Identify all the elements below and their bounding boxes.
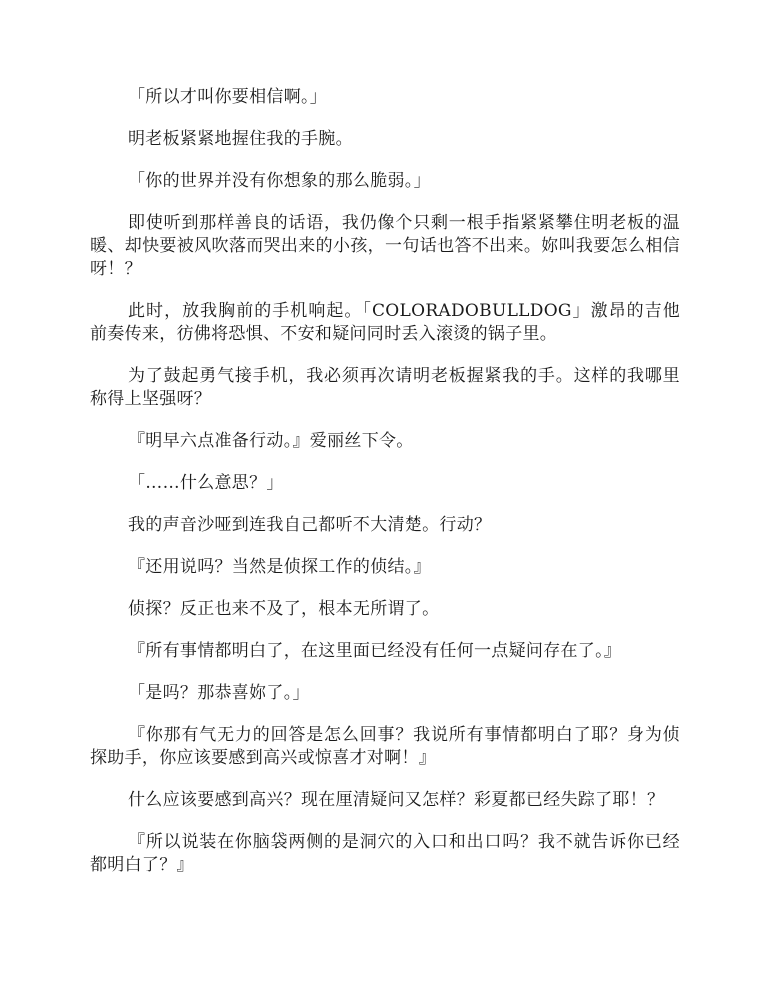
document-page [90, 86, 680, 896]
paragraph: 「所以才叫你要相信啊。」 [128, 87, 328, 107]
paragraph: 「你的世界并没有你想象的那么脆弱。」 [128, 171, 431, 191]
paragraph: 「是吗？那恭喜妳了。」 [128, 683, 310, 703]
paragraph: 什么应该要感到高兴？现在厘清疑问又怎样？彩夏都已经失踪了耶！？ [128, 790, 665, 810]
paragraph: 即使听到那样善良的话语，我仍像个只剩一根手指紧紧攀住明老板的温暖、却快要被风吹落而哭出来的小孩，一句话也答不出来。妳叫我要怎么相信呀！？ [90, 213, 680, 279]
paragraph: 我的声音沙哑到连我自己都听不大清楚。行动？ [128, 515, 492, 535]
paragraph: 明老板紧紧地握住我的手腕。 [128, 129, 353, 149]
paragraph: 『所以说装在你脑袋两侧的是洞穴的入口和出口吗？我不就告诉你已经都明白了？』 [90, 832, 680, 875]
paragraph: 「……什么意思？」 [128, 473, 284, 493]
paragraph: 为了鼓起勇气接手机，我必须再次请明老板握紧我的手。这样的我哪里称得上坚强呀？ [90, 366, 680, 409]
paragraph: 『你那有气无力的回答是怎么回事？我说所有事情都明白了耶？身为侦探助手，你应该要感到高兴或惊喜才对啊！』 [90, 725, 680, 768]
paragraph: 侦探？反正也来不及了，根本无所谓了。 [128, 599, 440, 619]
paragraph: 『还用说吗？当然是侦探工作的侦结。』 [128, 557, 431, 577]
paragraph: 『所有事情都明白了，在这里面已经没有任何一点疑问存在了。』 [128, 641, 622, 661]
paragraph: 此时，放我胸前的手机响起。「COLORADOBULLDOG」激昂的吉他前奏传来，彷佛将恐惧、不安和疑问同时丢入滚烫的锅子里。 [90, 301, 680, 344]
paragraph: 『明早六点准备行动。』爱丽丝下令。 [128, 431, 414, 451]
